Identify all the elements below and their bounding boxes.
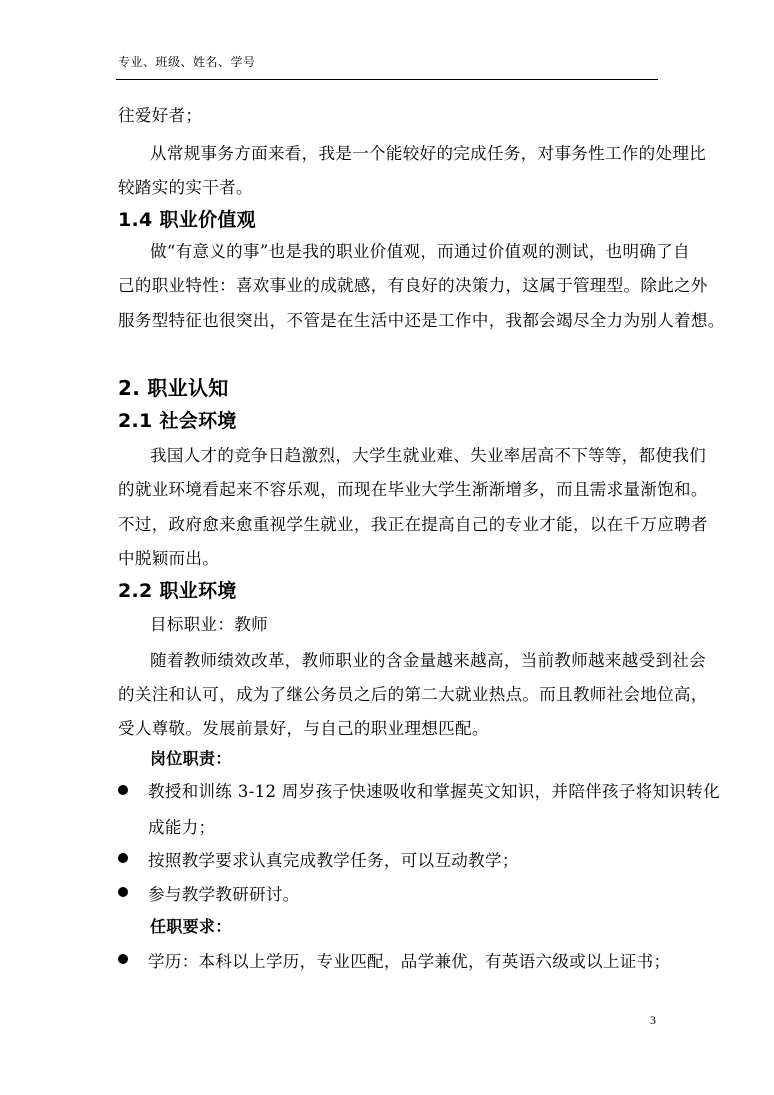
duty-item-1: 教授和训练 3-12 周岁孩子快速吸收和掌握英文知识，并陪伴孩子将知识转化	[148, 782, 721, 801]
paragraph-social-line-1: 我国人才的竞争日趋激烈，大学生就业难、失业率居高不下等等，都使我们	[150, 446, 707, 465]
heading-2: 2. 职业认知	[118, 376, 229, 400]
paragraph-env-line-1: 随着教师绩效改革，教师职业的含金量越来越高，当前教师越来越受到社会	[150, 651, 707, 670]
heading-2-1: 2.1 社会环境	[118, 410, 237, 432]
paragraph-values-line-1: 做“有意义的事”也是我的职业价值观，而通过价值观的测试，也明确了自	[150, 242, 690, 261]
paragraph-env-line-2: 的关注和认可，成为了继公务员之后的第二大就业热点。而且教师社会地位高，	[118, 685, 708, 704]
paragraph-social-line-4: 中脱颖而出。	[118, 549, 220, 568]
intro-line: 往爱好者；	[118, 106, 203, 125]
bullet-icon	[118, 954, 128, 964]
duty-item-3: 参与教学教研研讨。	[148, 885, 300, 904]
page-header-title: 专业、班级、姓名、学号	[118, 55, 256, 69]
bullet-icon	[118, 853, 128, 863]
page-number: 3	[650, 1013, 656, 1027]
bullet-icon	[118, 785, 128, 795]
duty-item-2: 按照教学要求认真完成教学任务，可以互动教学；	[148, 851, 519, 870]
header-divider	[116, 79, 658, 80]
paragraph-values-line-2: 己的职业特性：喜欢事业的成就感，有良好的决策力，这属于管理型。除此之外	[118, 276, 708, 295]
heading-2-2: 2.2 职业环境	[118, 580, 237, 602]
duties-label: 岗位职责：	[150, 749, 232, 768]
requirement-item-1: 学历：本科以上学历，专业匹配，品学兼优，有英语六级或以上证书；	[148, 952, 671, 971]
paragraph-values-line-3: 服务型特征也很突出，不管是在生活中还是工作中，我都会竭尽全力为别人着想。	[118, 311, 725, 330]
paragraph-social-line-2: 的就业环境看起来不容乐观，而现在毕业大学生渐渐增多，而且需求量渐饱和。	[118, 480, 708, 499]
bullet-icon	[118, 887, 128, 897]
requirements-label: 任职要求：	[150, 917, 232, 936]
paragraph-social-line-3: 不过，政府愈来愈重视学生就业，我正在提高自己的专业才能，以在千万应聘者	[118, 515, 708, 534]
target-occupation: 目标职业：教师	[150, 615, 268, 634]
duty-item-1-continued: 成能力；	[148, 818, 216, 837]
paragraph-routine-line-2: 较踏实的实干者。	[118, 178, 253, 197]
paragraph-env-line-3: 受人尊敬。发展前景好，与自己的职业理想匹配。	[118, 719, 489, 738]
heading-1-4: 1.4 职业价值观	[118, 209, 256, 231]
paragraph-routine-line-1: 从常规事务方面来看，我是一个能较好的完成任务，对事务性工作的处理比	[150, 144, 707, 163]
